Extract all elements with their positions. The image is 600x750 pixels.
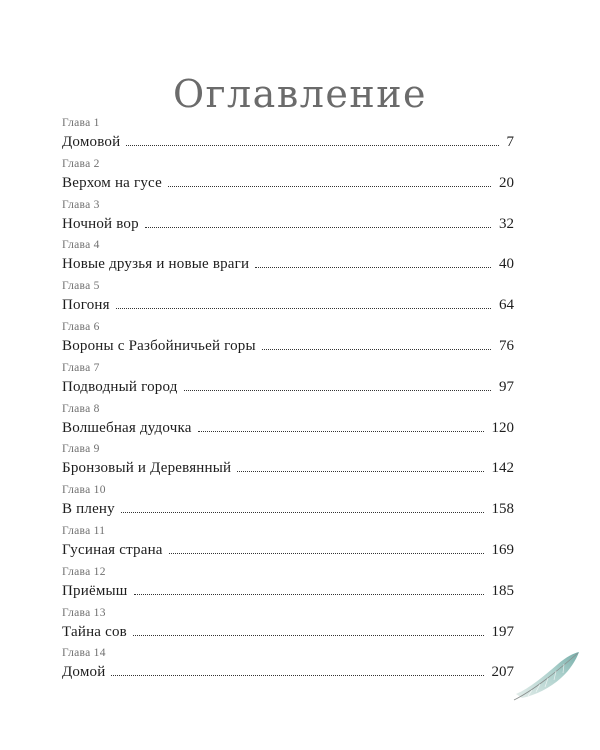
toc-entry: [62, 238, 514, 279]
toc-entry: [62, 565, 514, 606]
toc-entry-line: [62, 293, 514, 317]
chapter-label: Глава 3: [62, 198, 100, 211]
page-number: 207: [491, 664, 514, 681]
toc-entry: [62, 198, 514, 239]
table-of-contents: [62, 116, 514, 687]
page-number: 197: [491, 623, 514, 640]
toc-entry-line: [62, 375, 514, 399]
page-number: 120: [491, 419, 514, 436]
toc-entry-line: [62, 416, 514, 440]
dot-leader: [184, 389, 491, 391]
page-number: 64: [499, 297, 514, 314]
toc-entry-line: [62, 212, 514, 236]
chapter-label: Глава 7: [62, 361, 100, 374]
chapter-label: Глава 6: [62, 320, 100, 333]
chapter-title: В плену: [62, 501, 115, 518]
dot-leader: [255, 266, 491, 268]
page-number: 40: [499, 256, 514, 273]
toc-entry: [62, 646, 514, 687]
page-number: 185: [491, 582, 514, 599]
toc-entry: [62, 442, 514, 483]
chapter-title: Новые друзья и новые враги: [62, 256, 250, 273]
chapter-title: Домой: [62, 664, 106, 681]
toc-entry: [62, 157, 514, 198]
toc-entry: [62, 320, 514, 361]
chapter-title: Приёмыш: [62, 582, 128, 599]
dot-leader: [198, 430, 484, 432]
chapter-title: Тайна сов: [62, 623, 127, 640]
page-number: 142: [491, 460, 514, 477]
chapter-label: Глава 10: [62, 484, 106, 497]
toc-entry: [62, 524, 514, 565]
dot-leader: [126, 144, 498, 146]
toc-entry-line: [62, 660, 514, 684]
toc-entry: [62, 116, 514, 157]
page-number: 32: [499, 215, 514, 232]
chapter-label: Глава 1: [62, 117, 100, 129]
chapter-title: Волшебная дудочка: [62, 419, 192, 436]
toc-entry: [62, 483, 514, 524]
toc-entry-line: [62, 171, 514, 195]
dot-leader: [169, 552, 484, 554]
toc-entry-line: [62, 130, 514, 154]
dot-leader: [145, 226, 491, 228]
feather-icon: [512, 648, 582, 708]
toc-entry-line: [62, 252, 514, 276]
toc-entry-line: [62, 538, 514, 562]
chapter-title: Домовой: [62, 134, 121, 150]
chapter-title: Верхом на гусе: [62, 174, 162, 191]
chapter-title: Бронзовый и Деревянный: [62, 460, 232, 477]
toc-entry-line: [62, 456, 514, 480]
chapter-label: Глава 11: [62, 524, 106, 537]
toc-entry-line: [62, 497, 514, 521]
chapter-label: Глава 5: [62, 280, 100, 293]
chapter-label: Глава 9: [62, 443, 100, 456]
dot-leader: [111, 674, 483, 676]
page-number: 76: [499, 337, 514, 354]
page-number: 158: [491, 501, 514, 518]
toc-entry-line: [62, 579, 514, 603]
page-number: 169: [491, 541, 514, 558]
toc-entry: [62, 361, 514, 402]
chapter-title: Гусиная страна: [62, 541, 163, 558]
chapter-label: Глава 2: [62, 157, 100, 170]
chapter-label: Глава 8: [62, 402, 100, 415]
chapter-label: Глава 14: [62, 647, 106, 660]
page-title: Оглавление: [172, 72, 428, 116]
dot-leader: [134, 593, 484, 595]
page-number: 20: [499, 174, 514, 191]
dot-leader: [133, 634, 484, 636]
dot-leader: [262, 348, 491, 350]
dot-leader: [237, 470, 483, 472]
toc-entry: [62, 402, 514, 443]
chapter-title: Подводный город: [62, 378, 178, 395]
chapter-label: Глава 12: [62, 565, 106, 578]
chapter-label: Глава 13: [62, 606, 106, 619]
dot-leader: [121, 511, 484, 513]
dot-leader: [116, 307, 491, 309]
chapter-title: Погоня: [62, 297, 110, 314]
page-number: 97: [499, 378, 514, 395]
chapter-label: Глава 4: [62, 239, 100, 252]
page-number: 7: [506, 134, 514, 150]
toc-entry-line: [62, 334, 514, 358]
toc-entry: [62, 606, 514, 647]
chapter-title: Вороны с Разбойничьей горы: [62, 337, 256, 354]
dot-leader: [168, 185, 491, 187]
toc-entry-line: [62, 620, 514, 644]
chapter-title: Ночной вор: [62, 215, 139, 232]
toc-entry: [62, 279, 514, 320]
